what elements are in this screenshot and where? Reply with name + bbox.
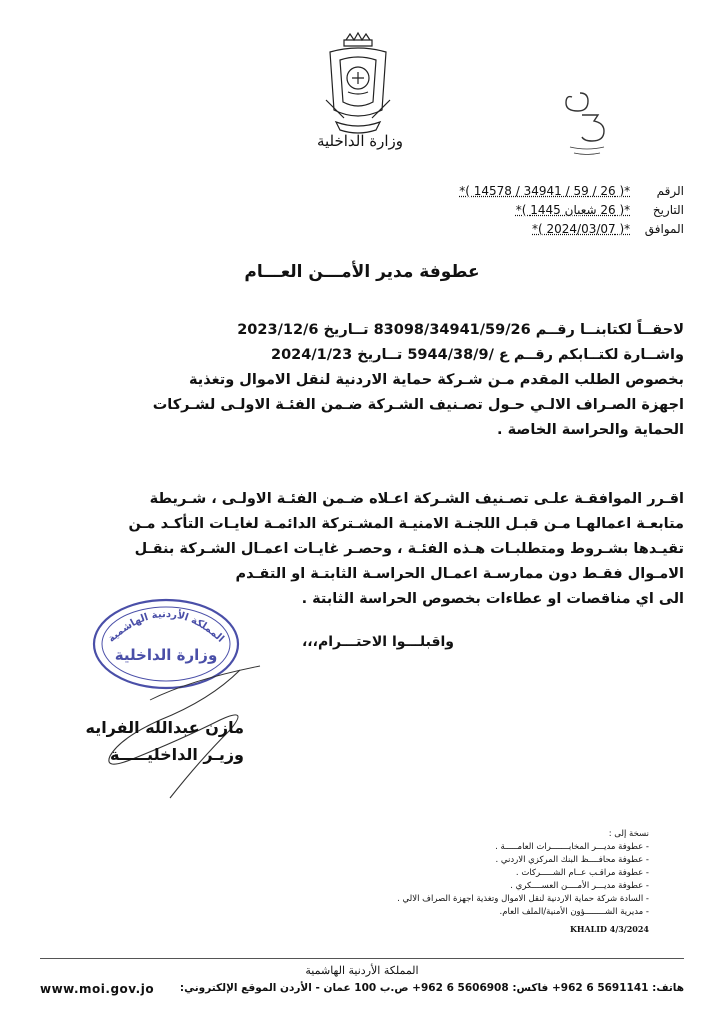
footer-contact-line [40, 982, 684, 996]
paragraph-line: تقيـدها بشـروط ومتطلبـات هـذه الفئـة ، وحصـر غايـات اعمـال الشـركة بنقـل [134, 541, 684, 557]
reference-corresponding-value: *( 2024/03/07 )* [532, 222, 631, 236]
reference-corresponding-row [384, 220, 684, 239]
list-item: - مديرية الشــــــــؤون الأمنية/الملف العام. [389, 906, 649, 919]
signer-name: مازن عبدالله الفرايه [85, 718, 244, 737]
paragraph-line: اجهزة الصـراف الالـي حـول تصـنيف الشـركة ضـمن الفئـة الاولـى لشـركات [152, 397, 684, 413]
paragraph-line: الامـوال فقـط دون ممارسـة اعمـال الحراسـة الثابتـة او التقـدم [235, 566, 684, 582]
footer-divider [40, 958, 684, 959]
list-item: - عطوفة مديـــر الأمــــن العســــكري . [389, 880, 649, 893]
stamp-line-1: المملكة الأردنية الهاشمية [106, 608, 226, 645]
copies-to-list [389, 828, 649, 919]
paragraph-line: الى اي مناقصات او عطاءات بخصوص الحراسة الثابتة . [301, 591, 684, 607]
svg-text:المملكة الأردنية الهاشمية [106, 608, 226, 645]
reference-number-label: الرقم [656, 184, 684, 198]
reference-date-label: التاريخ [652, 203, 684, 217]
list-item: - عطوفة مراقـب عــام الشـــــركات . [389, 867, 649, 880]
paragraph-line: واشــارة لكتــابكم رقــم ع /5944/38/9 تــاريخ 2024/1/23 [270, 347, 684, 363]
paragraph-line: لاحقــاً لكتابنــا رقــم 83098/34941/59/26 تــاريخ 2023/12/6 [237, 322, 684, 338]
paragraph-line: اقـرر الموافقـة علـى تصـنيف الشـركة اعـلاه ضـمن الفئـة الاولـى ، شـريطة [149, 491, 684, 507]
reference-date-value: *( 26 شعبان 1445 )* [515, 203, 631, 217]
closing-salutation: واقبلـــوا الاحتـــرام،،، [301, 634, 454, 650]
cc-heading: نسخة إلى : [608, 829, 649, 839]
reference-number-row [384, 182, 684, 201]
list-item: - السادة شركة حماية الاردنية لنقل الاموال وتغذية اجهزة الصراف الالي . [389, 893, 649, 906]
addressee: عطوفة مدير الأمـــن العـــام [244, 262, 480, 282]
stamp-line-2: وزارة الداخلية [114, 646, 218, 664]
reference-date-row [384, 201, 684, 220]
list-item: - عطوفة محافــــظ البنك المركزي الاردني . [389, 854, 649, 867]
reference-block [384, 182, 684, 239]
ministry-name: وزارة الداخلية [316, 132, 404, 150]
paragraph-line: متابعـة اعمالهـا مـن قبـل اللجنـة الامنيـة المشـتركة الدائمـة لغايـات التأكـد مـن [128, 516, 684, 532]
footer-website-link[interactable]: www.moi.gov.jo [40, 982, 155, 996]
reference-corresponding-label: الموافق [644, 222, 684, 236]
signer-title: وزيـر الداخليـــــة [109, 745, 244, 764]
jubilee-logo-icon [552, 85, 622, 160]
paragraph-line: الحماية والحراسة الخاصة . [497, 422, 684, 438]
coat-of-arms-icon [318, 30, 398, 140]
footer-kingdom-name: المملكة الأردنية الهاشمية [305, 964, 419, 977]
reference-number-value: *( 26 / 59 / 34941 / 14578 )* [459, 184, 631, 198]
body-paragraph-1 [44, 318, 684, 443]
signer-block [85, 714, 244, 768]
clerk-initials: KHALID 4/3/2024 [569, 924, 649, 934]
list-item: - عطوفة مديـــر المخابـــــــرات العامـــــة . [389, 841, 649, 854]
paragraph-line: بخصوص الطلب المقدم مـن شـركة حماية الاردنية لنقل الاموال وتغذية [189, 372, 684, 388]
footer-contact-details: هاتف: 5691141 6 962+ فاكس: 5606908 6 962+ ص.ب 100 عمان - الأردن الموقع الإلكتروني: [179, 982, 684, 994]
